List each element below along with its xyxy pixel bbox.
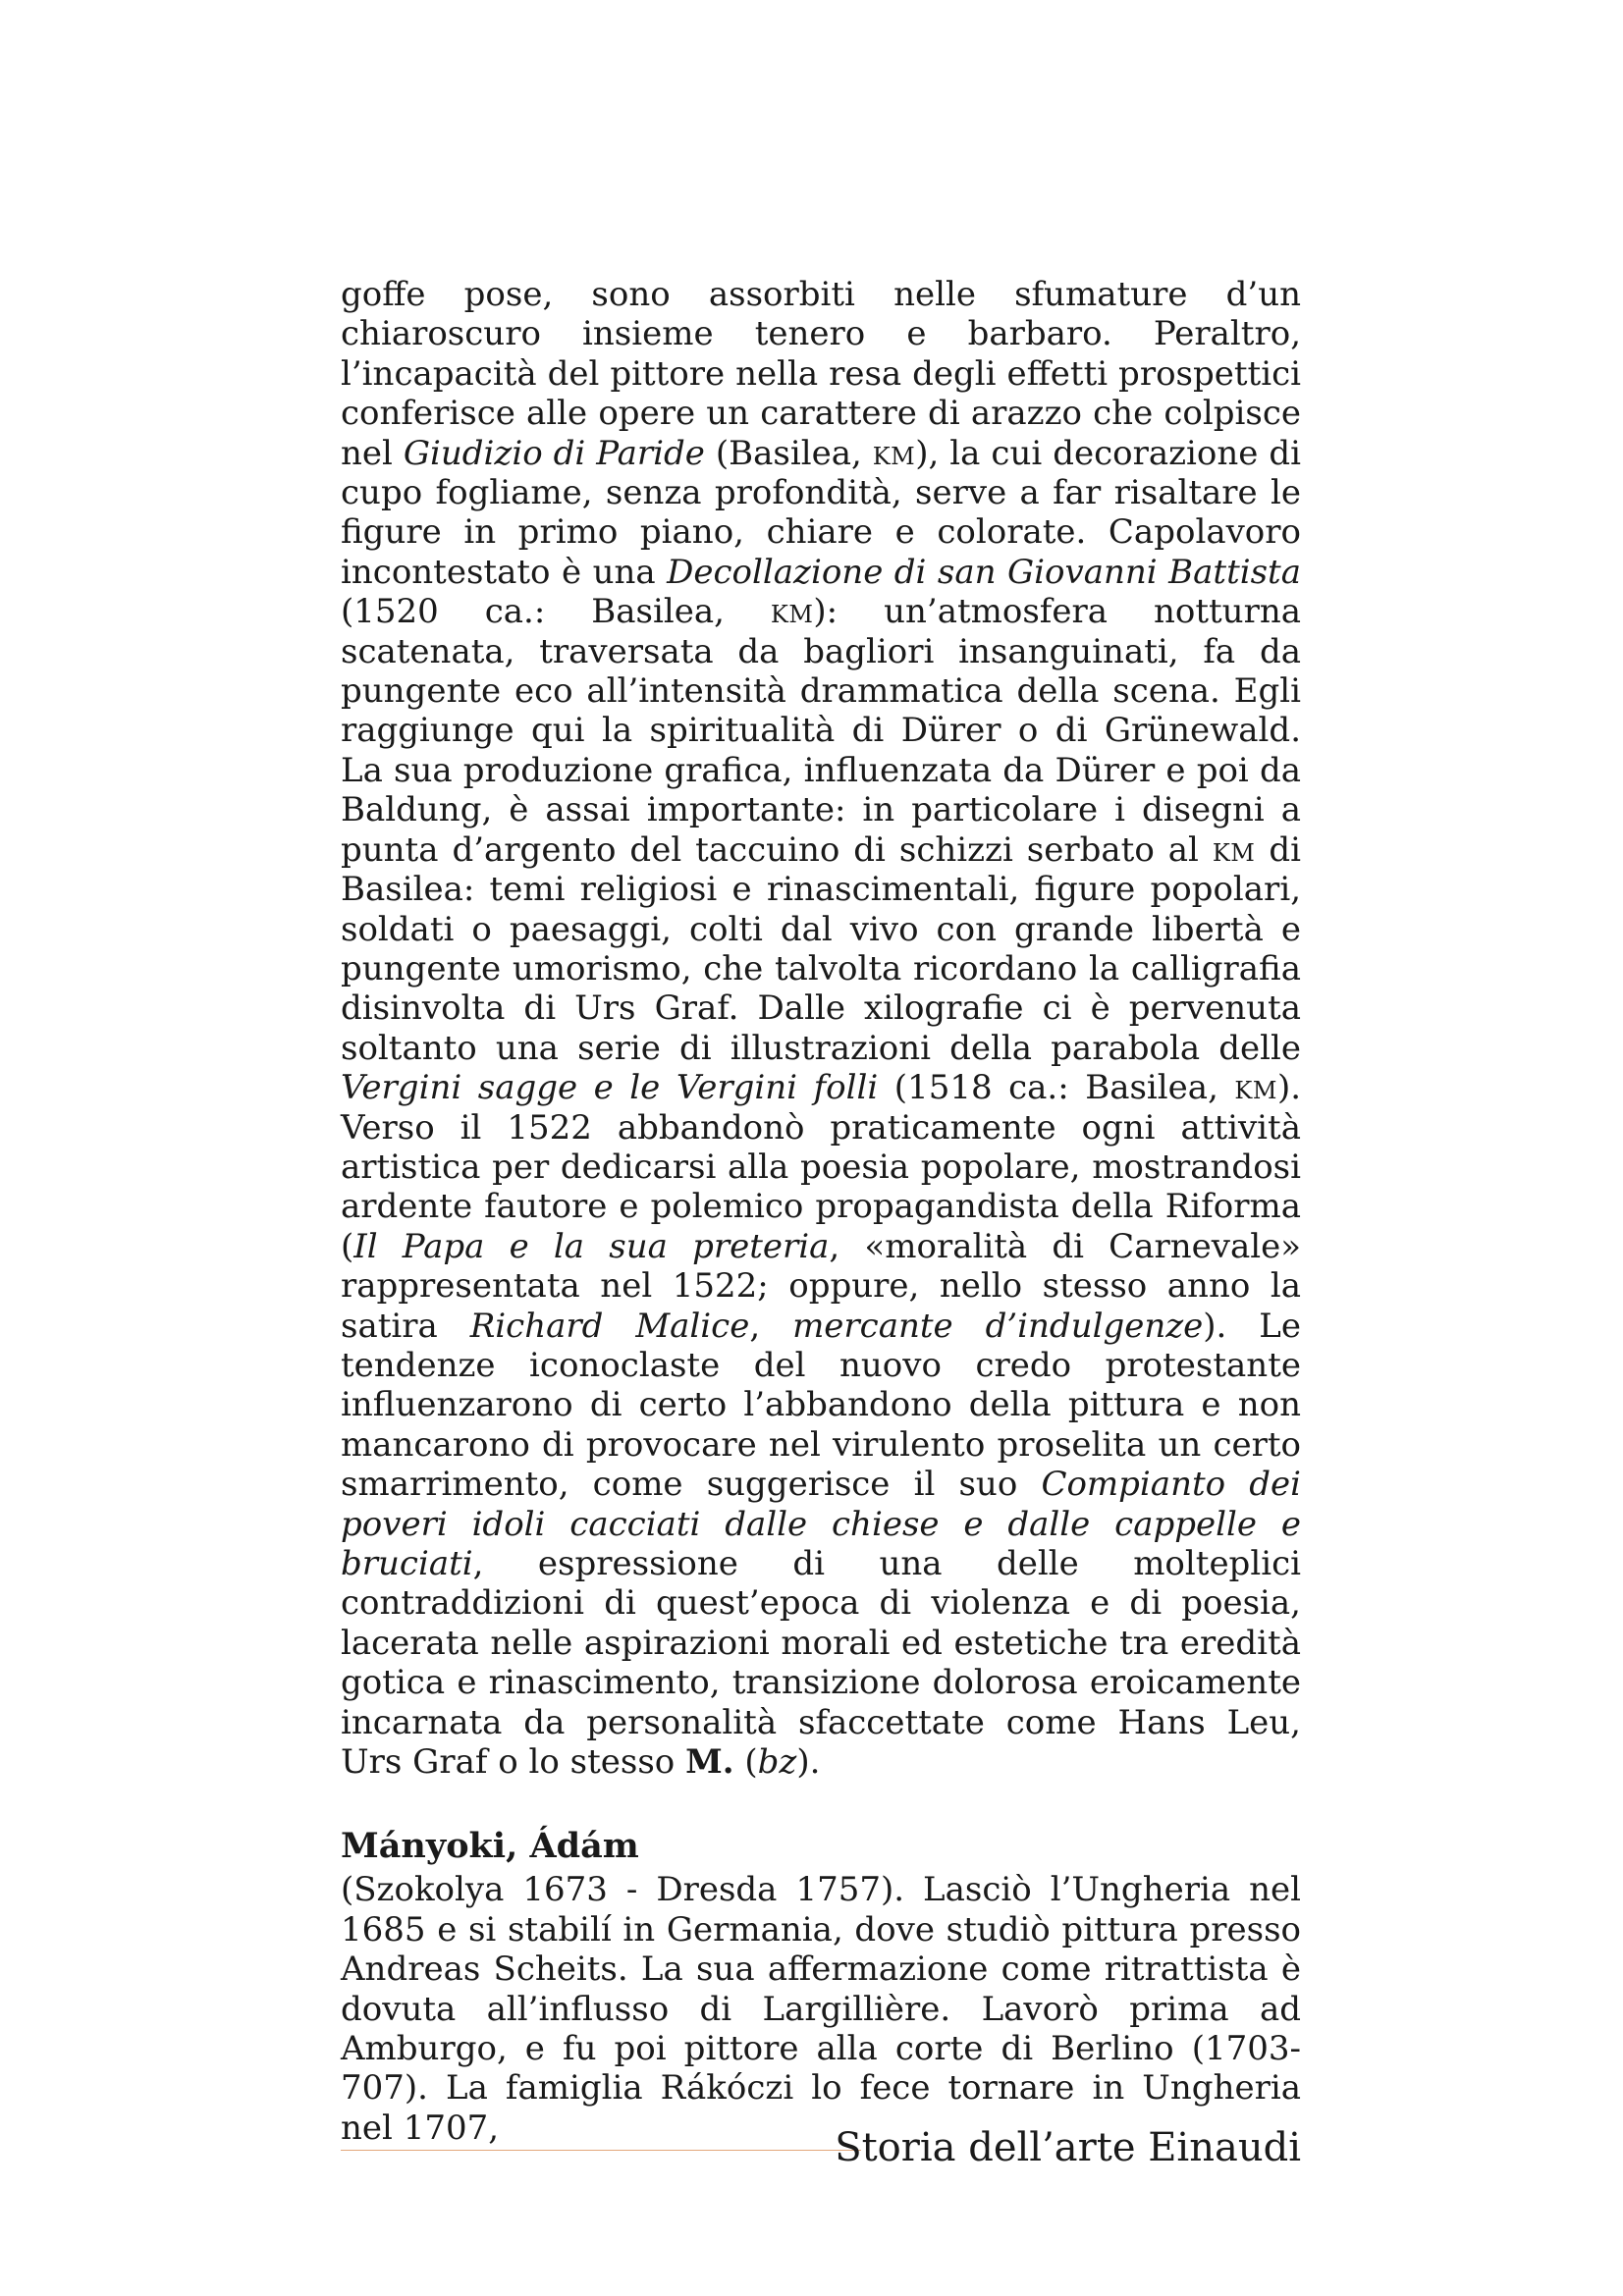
text-run: , espressione di una delle molteplici contraddizioni di quest’epoca di violenza e di poesia, lacerata nelle aspirazioni morali ed estetiche tra eredità gotica e rinascimento, transizione dolorosa eroicamente incarnata da personalità sfaccettate come Hans Leu, Urs Graf o lo stesso bbox=[341, 1544, 1301, 1783]
text-run: (Basilea, bbox=[704, 433, 873, 473]
artwork-title: Il Papa e la sua preteria bbox=[353, 1226, 830, 1266]
entry-continuation-paragraph bbox=[341, 275, 1301, 1782]
text-run: (1518 ca.: Basilea, bbox=[878, 1068, 1235, 1108]
museum-abbreviation: km bbox=[1212, 829, 1256, 870]
museum-abbreviation: km bbox=[872, 433, 916, 473]
text-run: goffe pose, sono assorbiti nelle sfumature d’un chiaroscuro insieme tenero e barbaro. Peraltro, l’incapacità del pittore nella resa degli effetti prospettici conferisce alle opere un carattere di arazzo che colpisce nel bbox=[341, 275, 1301, 473]
entry-paragraph: (Szokolya 1673 - Dresda 1757). Lasciò l’Ungheria nel 1685 e si stabilí in Germania, dove studiò pittura presso Andreas Scheits. La sua affermazione come ritrattista è dovuta all’influsso di Largillière. Lavorò prima ad Amburgo, e fu poi pittore alla corte di Berlino (1703-707). La famiglia Rákóczi lo fece tornare in Ungheria nel 1707, bbox=[341, 1870, 1301, 2148]
artwork-title: Vergini sagge e le Vergini folli bbox=[341, 1068, 879, 1108]
text-column bbox=[341, 275, 1301, 2148]
text-run: ). Le tendenze iconoclaste del nuovo credo protestante influenzarono di certo l’abbandono della pittura e non mancarono di provocare nel virulento proselita un certo smarrimento, come suggerisce il suo bbox=[341, 1306, 1301, 1505]
text-run: di Basilea: temi religiosi e rinascimentali, figure popolari, soldati o paesaggi, colti dal vivo con grande libertà e pungente umorismo, che talvolta ricordano la calligrafia disinvolta di Urs Graf. Dalle xilografie ci è pervenuta soltanto una serie di illustrazioni della parabola delle bbox=[341, 829, 1301, 1068]
artwork-title: Decollazione di san Giovanni Battista bbox=[667, 552, 1301, 592]
text-run: ). Verso il 1522 abbandonò praticamente ogni attività artistica per dedicarsi alla poesia popolare, mostrandosi ardente fautore e polemico propagandista della Riforma ( bbox=[341, 1068, 1302, 1266]
museum-abbreviation: km bbox=[1234, 1068, 1277, 1108]
artwork-title: Richard Malice bbox=[469, 1306, 750, 1346]
page-footer bbox=[341, 2120, 1301, 2179]
text-run: ): un’atmosfera notturna scatenata, traversata da bagliori insanguinati, fa da pungente eco all’intensità drammatica della scena. Egli raggiunge qui la spiritualità di Dürer o di Grünewald. La sua produzione grafica, influenzata da Dürer e poi da Baldung, è assai importante: in particolare i disegni a punta d’argento del taccuino di schizzi serbato al bbox=[341, 592, 1301, 870]
text-run: ). bbox=[796, 1742, 821, 1783]
author-initials: bz bbox=[757, 1742, 797, 1783]
text-run: ), la cui decorazione di cupo fogliame, senza profondità, serve a far risaltare le figure in primo piano, chiare e colorate. Capolavoro incontestato è una bbox=[341, 433, 1301, 592]
artwork-title: Giudizio di Paride bbox=[403, 433, 705, 473]
artist-initial: M. bbox=[685, 1742, 734, 1783]
text-run: , «moralità di Carnevale» rappresentata nel 1522; oppure, nello stesso anno la satira bbox=[341, 1226, 1302, 1346]
museum-abbreviation: km bbox=[770, 592, 814, 632]
footer-title: Storia dell’arte Einaudi bbox=[835, 2125, 1301, 2170]
text-run: ( bbox=[733, 1742, 758, 1783]
text-run: , bbox=[749, 1306, 793, 1346]
footer-rule bbox=[341, 2150, 861, 2151]
entry-heading: Mányoki, Ádám bbox=[341, 1826, 639, 1867]
artwork-title: Compianto dei poveri idoli cacciati dalle chiese e dalle cappelle e bruciati bbox=[341, 1465, 1302, 1583]
artwork-title: mercante d’indulgenze bbox=[792, 1306, 1204, 1346]
text-run: (1520 ca.: Basilea, bbox=[341, 592, 771, 632]
